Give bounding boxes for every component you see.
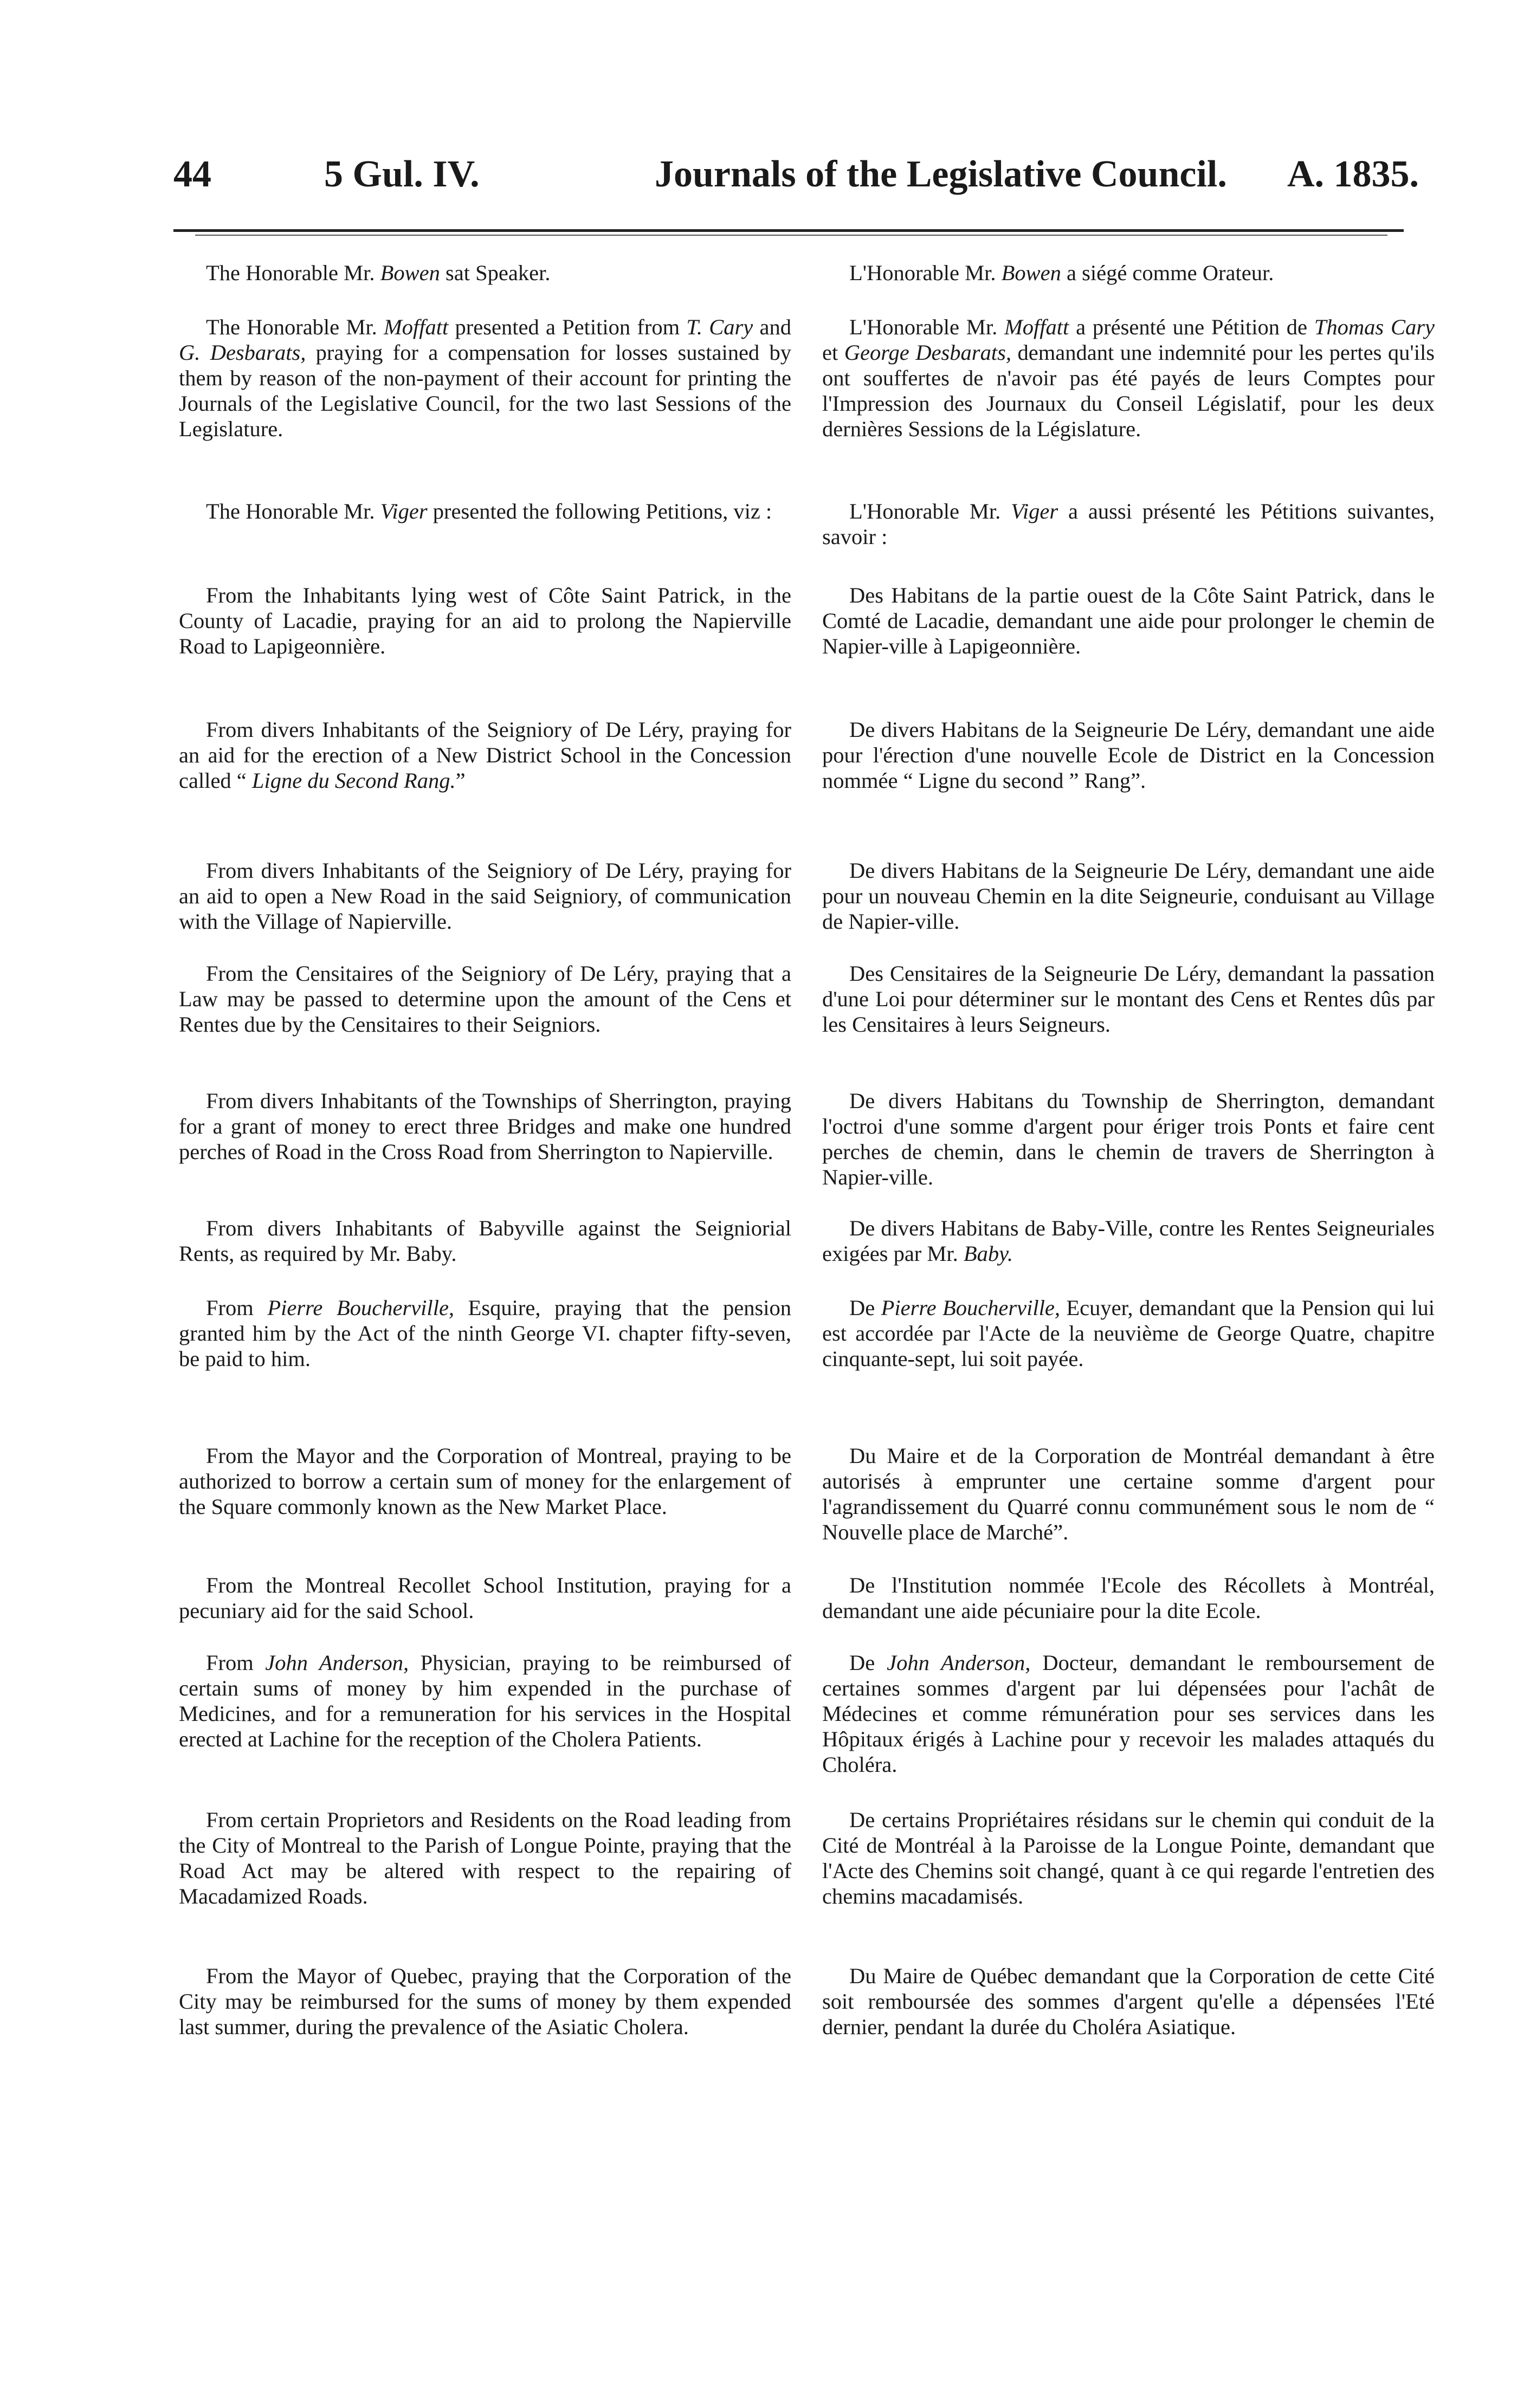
en-petition-longue-pointe: From certain Proprietors and Residents on the Road leading from the City of Montreal to the Parish of Longue Pointe, praying that the Road Act may be altered with respect to the repairing of Macadamized Roads. xyxy=(179,1808,791,1908)
journal-title: Journals of the Legislative Council. xyxy=(655,153,1227,195)
fr-viger-intro: L'Honorable Mr. Viger a aussi présenté les Pétitions suivantes, savoir : xyxy=(822,499,1435,549)
en-petition-cote-saint-patrick: From the Inhabitants lying west of Côte Saint Patrick, in the County of Lacadie, praying for an aid to prolong the Napierville Road to Lapigeonnière. xyxy=(179,583,791,658)
fr-petition-boucherville: De Pierre Boucherville, Ecuyer, demandant que la Pension qui lui est accordée par l'Acte de la neuvième de George Quatre, chapitre cinquante-sept, lui soit payée. xyxy=(822,1296,1435,1371)
en-petition-sherrington: From divers Inhabitants of the Townships of Sherrington, praying for a grant of money to erect three Bridges and make one hundred perches of Road in the Cross Road from Sherrington to Napierville. xyxy=(179,1089,791,1164)
running-header xyxy=(0,153,1530,207)
en-petition-montreal-square: From the Mayor and the Corporation of Montreal, praying to be authorized to borrow a certain sum of money for the enlargement of the Square commonly known as the New Market Place. xyxy=(179,1443,791,1519)
en-speaker-paragraph: The Honorable Mr. Bowen sat Speaker. xyxy=(206,261,551,285)
header-rule xyxy=(173,229,1404,232)
en-petition-censitaires: From the Censitaires of the Seigniory of De Léry, praying that a Law may be passed to determine upon the amount of the Cens et Rentes due by the Censitaires to their Seigniors. xyxy=(179,961,791,1037)
en-petition-new-road: From divers Inhabitants of the Seigniory of De Léry, praying for an aid to open a New Road in the said Seigniory, of communication with the Village of Napierville. xyxy=(179,858,791,934)
page-number: 44 xyxy=(173,153,211,195)
en-petition-babyville: From divers Inhabitants of Babyville against the Seigniorial Rents, as required by Mr. Baby. xyxy=(179,1216,791,1266)
en-petition-recollet-school: From the Montreal Recollet School Institution, praying for a pecuniary aid for the said School. xyxy=(179,1573,791,1623)
en-petition-boucherville: From Pierre Boucherville, Esquire, praying that the pension granted him by the Act of the ninth George VI. chapter fifty-seven, be paid to him. xyxy=(179,1296,791,1371)
en-petition-district-school: From divers Inhabitants of the Seigniory of De Léry, praying for an aid for the erection of a New District School in the Concession called “ Ligne du Second Rang.” xyxy=(179,717,791,793)
fr-petition-anderson: De John Anderson, Docteur, demandant le remboursement de certaines sommes d'argent par lui dépensées pour l'achât de Médecines et comme rémunération pour ses services dans les Hôpitaux érigés à Lachine pour y recevoir les malades attaqués du Choléra. xyxy=(822,1650,1435,1777)
en-petition-anderson: From John Anderson, Physician, praying to be reimbursed of certain sums of money by him expended in the purchase of Medicines, and for a remuneration for his services in the Hospital erected at Lachine for the reception of the Cholera Patients. xyxy=(179,1650,791,1751)
en-petition-quebec-cholera: From the Mayor of Quebec, praying that the Corporation of the City may be reimbursed for the sums of money by them expended last summer, during the prevalence of the Asiatic Cholera. xyxy=(179,1964,791,2039)
en-viger-intro: The Honorable Mr. Viger presented the following Petitions, viz : xyxy=(206,499,772,523)
fr-petition-babyville: De divers Habitans de Baby-Ville, contre les Rentes Seigneuriales exigées par Mr. Baby. xyxy=(822,1216,1435,1266)
reign-year: 5 Gul. IV. xyxy=(324,153,480,195)
header-rule-thin xyxy=(195,235,1387,236)
fr-petition-cote-saint-patrick: Des Habitans de la partie ouest de la Côte Saint Patrick, dans le Comté de Lacadie, demandant une aide pour prolonger le chemin de Napier-ville à Lapigeonnière. xyxy=(822,583,1435,658)
fr-speaker-paragraph: L'Honorable Mr. Bowen a siégé comme Orateur. xyxy=(849,261,1274,285)
fr-petition-new-road: De divers Habitans de la Seigneurie De Léry, demandant une aide pour un nouveau Chemin en la dite Seigneurie, conduisant au Village de Napier-ville. xyxy=(822,858,1435,934)
fr-moffatt-petition: L'Honorable Mr. Moffatt a présenté une Pétition de Thomas Cary et George Desbarats, demandant une indemnité pour les pertes qu'ils ont souffertes de n'avoir pas été payés de leurs Comptes pour l'Impression des Journaux du Conseil Législatif, pour les deux dernières Sessions de la Législature. xyxy=(822,315,1435,441)
fr-petition-sherrington: De divers Habitans du Township de Sherrington, demandant l'octroi d'une somme d'argent pour ériger trois Ponts et faire cent perches de chemin, dans le chemin de travers de Sherrington à Napier-ville. xyxy=(822,1089,1435,1189)
fr-petition-district-school: De divers Habitans de la Seigneurie De Léry, demandant une aide pour l'érection d'une nouvelle Ecole de District en la Concession nommée “ Ligne du second ” Rang”. xyxy=(822,717,1435,793)
fr-petition-longue-pointe: De certains Propriétaires résidans sur le chemin qui conduit de la Cité de Montréal à la Paroisse de la Longue Pointe, demandant que l'Acte des Chemins soit changé, quant à ce qui regarde l'entretien des chemins macadamisés. xyxy=(822,1808,1435,1908)
fr-petition-recollet-school: De l'Institution nommée l'Ecole des Récollets à Montréal, demandant une aide pécuniaire pour la dite Ecole. xyxy=(822,1573,1435,1623)
fr-petition-censitaires: Des Censitaires de la Seigneurie De Léry, demandant la passation d'une Loi pour déterminer sur le montant des Cens et Rentes dûs par les Censitaires à leurs Seigneurs. xyxy=(822,961,1435,1037)
publication-year: A. 1835. xyxy=(1287,153,1419,195)
en-moffatt-petition: The Honorable Mr. Moffatt presented a Petition from T. Cary and G. Desbarats, praying for a compensation for losses sustained by them by reason of the non-payment of their account for printing the Journals of the Legislative Council, for the two last Sessions of the Legislature. xyxy=(179,315,791,441)
fr-petition-montreal-square: Du Maire et de la Corporation de Montréal demandant à être autorisés à emprunter une certaine somme d'argent pour l'agrandissement du Quarré connu communément sous le nom de “ Nouvelle place de Marché”. xyxy=(822,1443,1435,1544)
fr-petition-quebec-cholera: Du Maire de Québec demandant que la Corporation de cette Cité soit remboursée des sommes d'argent qu'elle a dépensées l'Eté dernier, pendant la durée du Choléra Asiatique. xyxy=(822,1964,1435,2039)
